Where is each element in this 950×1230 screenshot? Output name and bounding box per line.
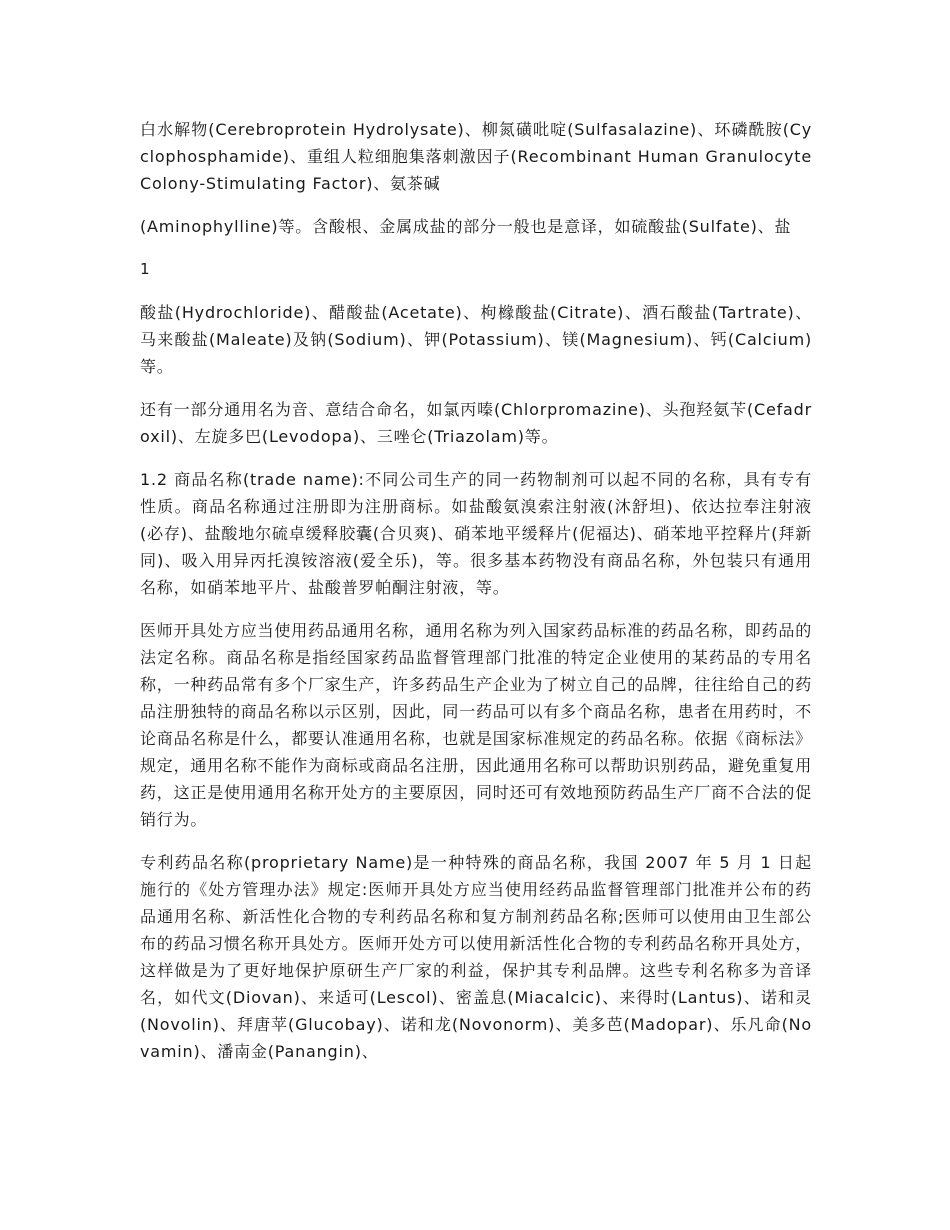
paragraph-trade-name: 1.2 商品名称(trade name):不同公司生产的同一药物制剂可以起不同的名称，具有专有性质。商品名称通过注册即为注册商标。如盐酸氨溴索注射液(沐舒坦)、依达拉奉注射液(必存)、盐酸地尔硫卓缓释胶囊(合贝爽)、硝苯地平缓释片(伲福达)、硝苯地平控释片(拜新同)、吸入用异丙托溴铵溶液(爱全乐)，等。很多基本药物没有商品名称，外包装只有通用名称，如硝苯地平片、盐酸普罗帕酮注射液，等。 [140, 470, 812, 597]
paragraph-sound-meaning-names: 还有一部分通用名为音、意结合命名，如氯丙嗪(Chlorpromazine)、头孢羟氨苄(Cefadroxil)、左旋多巴(Levodopa)、三唑仑(Triazolam)等。 [140, 400, 812, 446]
paragraph-salt-list: 酸盐(Hydrochloride)、醋酸盐(Acetate)、枸橼酸盐(Citrate)、酒石酸盐(Tartrate)、马来酸盐(Maleate)及钠(Sodium)、钾(Potassium)、镁(Magnesium)、钙(Calcium)等。 [140, 303, 812, 376]
page-number: 1 [140, 260, 150, 278]
document-body [140, 116, 812, 1081]
paragraph-salt-names: (Aminophylline)等。含酸根、金属成盐的部分一般也是意译，如硫酸盐(Sulfate)、盐 [140, 217, 792, 236]
paragraph-prescription-rules: 医师开具处方应当使用药品通用名称，通用名称为列入国家药品标准的药品名称，即药品的法定名称。商品名称是指经国家药品监督管理部门批准的特定企业使用的某药品的专用名称，一种药品常有多个厂家生产，许多药品生产企业为了树立自己的品牌，往往给自己的药品注册独特的商品名称以示区别，因此，同一药品可以有多个商品名称，患者在用药时，不论商品名称是什么，都要认准通用名称，也就是国家标准规定的药品名称。依据《商标法》规定，通用名称不能作为商标或商品名注册，因此通用名称可以帮助识别药品，避免重复用药，这正是使用通用名称开处方的主要原因，同时还可有效地预防药品生产厂商不合法的促销行为。 [140, 621, 813, 829]
paragraph-proprietary-name: 专利药品名称(proprietary Name)是一种特殊的商品名称，我国 2007 年 5 月 1 日起施行的《处方管理办法》规定:医师开具处方应当使用经药品监督管理部门批准并公布的药品通用名称、新活性化合物的专利药品名称和复方制剂药品名称;医师可以使用由卫生部公布的药品习惯名称开具处方。医师开处方可以使用新活性化合物的专利药品名称开具处方，这样做是为了更好地保护原研生产厂家的利益，保护其专利品牌。这些专利名称多为音译名，如代文(Diovan)、来适可(Lescol)、密盖息(Miacalcic)、来得时(Lantus)、诺和灵(Novolin)、拜唐苹(Glucobay)、诺和龙(Novonorm)、美多芭(Madopar)、乐凡命(Novamin)、潘南金(Panangin)、 [140, 853, 813, 1061]
paragraph-generic-names-continued: 白水解物(Cerebroprotein Hydrolysate)、柳氮磺吡啶(Sulfasalazine)、环磷酰胺(Cyclophosphamide)、重组人粒细胞集落刺激因子(Recombinant Human Granulocyte Colony-Stimulating Factor)、氨茶碱 [140, 120, 812, 193]
